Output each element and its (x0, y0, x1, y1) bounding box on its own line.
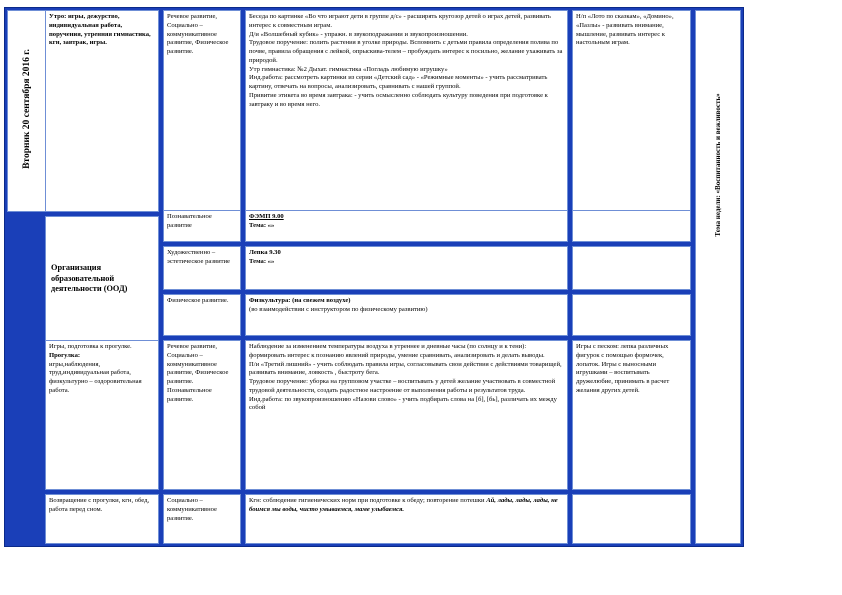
date-label: Вторник 20 сентября 2016 г. (22, 49, 32, 169)
morning-content-cell (246, 11, 567, 211)
ood-label: Организация образовательной деятельности (ООД) (51, 263, 128, 294)
ood-area-cell (164, 211, 240, 241)
walk-activities-2: Прогулка: (49, 351, 81, 359)
morning-areas: Речевое развитие, Социально – коммуникативное развитие, Физическое развитие. (167, 13, 229, 56)
ood-empty-cell (573, 211, 690, 241)
ood-label-cell (46, 217, 158, 341)
walk-areas-cell (164, 341, 240, 489)
ood-subject-cell (246, 211, 567, 241)
return-areas-cell (164, 495, 240, 543)
ood-topic: Тема: «» (249, 257, 275, 265)
walk-activities-3: игры,наблюдения, труд,индивидуальная работа, физкультурно – оздоровительная работа. (49, 360, 142, 394)
morning-activities: Утро: игры, дежурство, индивидуальная работа, поручения, утренняя гимнастика, кгн, завтрак, игры. (49, 13, 151, 47)
ood-subject: ФЭМП 9.00 (249, 213, 284, 220)
week-topic: Тема недели: «Воспитанность и вежливость» (714, 93, 722, 237)
walk-independent-cell (573, 341, 690, 489)
week-topic-cell (696, 11, 740, 543)
walk-content-line: Инд.работа: по звукопроизношению «Назови слово» - учить подбирать слова на [б], [бь], различать их между собой (249, 395, 557, 412)
morning-content-line: Д/и «Волшебный кубик» - упражн. в звукоподражании и звукопроизношении. (249, 30, 468, 38)
walk-independent: Игры с песком: лепка различных фигурок с помощью формочек, лопаток. Игры с выносными игрушками – воспитывать дружелюбие, принимать в расчет желания других детей. (576, 343, 670, 394)
return-activities: Возвращение с прогулки, кгн, обед, работа перед сном. (49, 497, 150, 513)
plan-table-frame (4, 7, 744, 547)
morning-content-line: Привитие этикета во время завтрака: - учить осмысленно соблюдать культуру поведения при подготовке к завтраку и во время него. (249, 91, 548, 108)
ood-topic: Тема: «» (249, 221, 275, 229)
morning-independent: Н/п «Лото по сказкам», «Домино», «Пазлы» - развивать внимание, мышление, развивать интерес к настольным играм. (576, 13, 674, 47)
ood-area: Познавательное развитие (167, 213, 212, 229)
morning-activities-cell (46, 11, 158, 211)
walk-activities-cell (46, 341, 158, 489)
walk-content-line: П/и «Третий лишний» - учить соблюдать правила игры, согласовывать свои действия с действиями товарищей, развивать внимание, ловкость , быстроту бега. (249, 360, 562, 377)
return-content (249, 497, 564, 515)
walk-content-cell (246, 341, 567, 489)
date-cell (8, 11, 46, 211)
ood-subject: Лепка 9.30 (249, 249, 281, 256)
ood-empty-cell (573, 247, 690, 289)
morning-content-line: Трудовое поручение: полить растения в уголке природы. Вспомнить с детьми правила определения полива по почве, правила обращения с лейкой, опрыскива-телем – пробуждать интерес к посильно, желание ухаживать за природой. (249, 39, 563, 64)
return-content-2: Ай, лады, лады, лады, не боимся мы воды, чисто умываемся, маме улыбаемся. (249, 497, 558, 513)
ood-subject: Физкультура: (на свежем воздухе) (249, 297, 351, 304)
ood-subject-cell (246, 295, 567, 335)
return-activities-cell (46, 495, 158, 543)
ood-empty-cell (573, 295, 690, 335)
ood-subject-cell (246, 247, 567, 289)
morning-content-line: Инд.работа: рассмотреть картинки из серии «Детский сад» - «Режимные моменты» - учить рассматривать картину, отвечать на вопросы, анализировать, сравнивать с нашей группой. (249, 74, 548, 91)
ood-topic: (во взаимодействии с инструктором по физическому развитию) (249, 305, 428, 313)
return-areas: Социально – коммуникативное развитие. (167, 497, 217, 522)
walk-areas: Речевое развитие, Социально – коммуникативное развитие, Физическое развитие. Познавательное развитие. (167, 343, 229, 403)
walk-content-line: Наблюдение за изменением температуры воздуха в утреннее и дневные часы (по солнцу и к тени): формировать интерес к познанию явлений природы, умение сравнивать, анализировать и делать выводы. (249, 343, 545, 359)
morning-areas-cell (164, 11, 240, 211)
ood-area-cell (164, 295, 240, 335)
return-content-cell (246, 495, 567, 543)
return-content-1: Кгн: соблюдение гигиенических норм при подготовке к обеду; повторение потешки (249, 497, 485, 504)
ood-area-cell (164, 247, 240, 289)
ood-area: Художественно – эстетическое развитие (167, 249, 230, 265)
walk-content-line: Трудовое поручение: уборка на групповом участке – воспитывать у детей желание участвовать в совместной трудовой деятельности, создать радостное настроение от выполнения работы и результатов труда. (249, 378, 556, 394)
morning-independent-cell (573, 11, 690, 211)
morning-content-line: Беседа по картинке «Во что играют дети в группе д/с» - расширять кругозор детей о играх детей, развивать интерес к совместным играм. (249, 13, 551, 29)
ood-area: Физическое развитие. (167, 297, 229, 304)
morning-content-line: Утр гимнастика: №2 Дыхат. гимнастика «Погладь любимую игрушку» (249, 65, 448, 73)
walk-activities-1: Игры, подготовка к прогулке. (49, 343, 132, 350)
return-empty-cell (573, 495, 690, 543)
